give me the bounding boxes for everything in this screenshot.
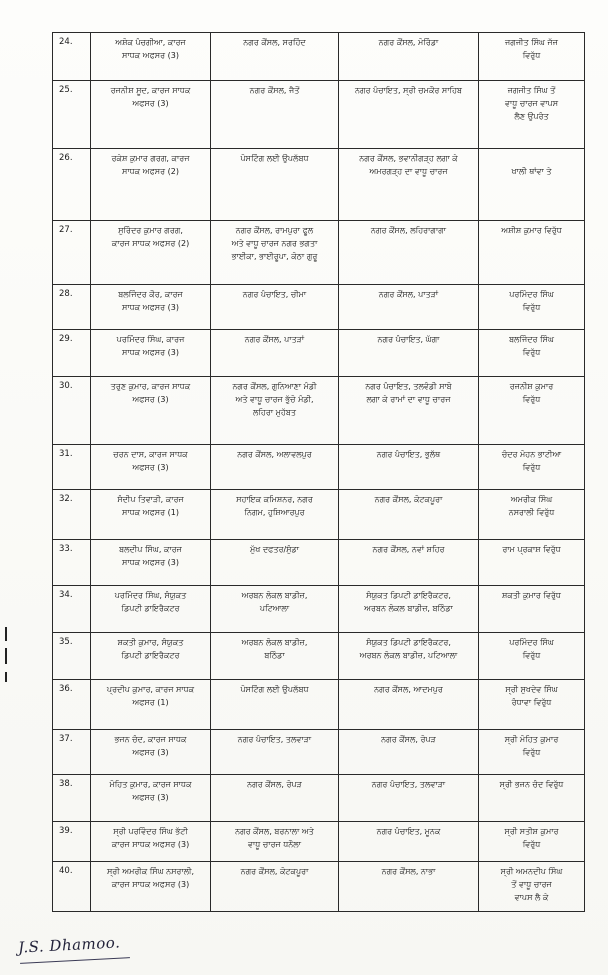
current-posting: ਨਗਰ ਕੌਂਸਲ, ਰਾਮਪੁਰਾ ਫੂਲ ਅਤੇ ਵਾਧੂ ਚਾਰਜ ਨਗਰ ਭਗਤਾ ਭਾਈਕਾ, ਭਾਈਰੂਪਾ, ਕੋਠਾ ਗੁਰੂ	[231, 226, 318, 261]
current-posting-cell	[211, 680, 339, 730]
new-posting: ਨਗਰ ਕੌਂਸਲ, ਪਾਤੜਾਂ	[378, 290, 439, 299]
signature-underline	[20, 957, 130, 964]
left-margin-mark	[5, 627, 7, 641]
table-row	[53, 445, 585, 490]
vice-cell	[479, 445, 585, 490]
new-posting-cell	[339, 540, 479, 586]
vice-cell	[479, 285, 585, 330]
serial-number-cell: 24.	[53, 33, 91, 81]
current-posting-cell	[211, 330, 339, 377]
vice-cell	[479, 730, 585, 775]
officer-name: ਪਰਮਿੰਦਰ ਸਿੰਘ, ਕਾਰਜ ਸਾਧਕ ਅਫਸਰ (3)	[116, 335, 185, 357]
current-posting: ਪੋਸਟਿੰਗ ਲਈ ਉਪਲੱਬਧ	[240, 685, 309, 694]
officer-name-cell	[91, 221, 211, 285]
table-row	[53, 730, 585, 775]
officer-name-cell	[91, 285, 211, 330]
serial-number-cell: 36.	[53, 680, 91, 730]
officer-name-cell	[91, 377, 211, 445]
new-posting: ਸੰਯੁਕਤ ਡਿਪਟੀ ਡਾਇਰੈਕਟਰ, ਅਰਬਨ ਲੋਕਲ ਬਾਡੀਜ਼, ਪਟਿਆਲਾ	[359, 638, 458, 660]
transfer-table-body	[53, 33, 585, 912]
vice-cell	[479, 775, 585, 822]
current-posting: ਨਗਰ ਕੌਂਸਲ, ਜੈਤੋਂ	[249, 86, 300, 95]
officer-name-cell	[91, 330, 211, 377]
current-posting-cell	[211, 540, 339, 586]
officer-name-cell	[91, 680, 211, 730]
officer-name-cell	[91, 775, 211, 822]
vice-text: ਸ੍ਰੀ ਸੁਖਦੇਵ ਸਿੰਘ ਰੰਧਾਵਾ ਵਿਰੁੱਧ	[505, 685, 558, 707]
serial-number-cell: 27.	[53, 221, 91, 285]
officer-name-cell	[91, 586, 211, 633]
table-row	[53, 775, 585, 822]
officer-name: ਮੋਹਿਤ ਕੁਮਾਰ, ਕਾਰਜ ਸਾਧਕ ਅਫਸਰ (3)	[109, 780, 192, 802]
officer-name-cell	[91, 445, 211, 490]
new-posting-cell	[339, 822, 479, 862]
officer-name-cell	[91, 81, 211, 149]
current-posting: ਨਗਰ ਕੌਂਸਲ, ਕੋਟਕਪੂਰਾ	[240, 867, 309, 876]
vice-cell	[479, 330, 585, 377]
vice-text: ਪਰਮਿੰਦਰ ਸਿੰਘ ਵਿਰੁੱਧ	[509, 290, 554, 312]
officer-name: ਸੁਰਿੰਦਰ ਕੁਮਾਰ ਗਰਗ, ਕਾਰਜ ਸਾਧਕ ਅਫਸਰ (2)	[111, 226, 190, 248]
officer-name: ਰਕੇਸ਼ ਕੁਮਾਰ ਗਰਗ, ਕਾਰਜ ਸਾਧਕ ਅਫਸਰ (2)	[111, 154, 190, 176]
left-margin-mark	[5, 672, 7, 682]
handwritten-signature: J.S. Dhamoo.	[17, 933, 121, 957]
vice-text: ਸ੍ਰੀ ਭਜਨ ਚੰਦ ਵਿਰੁੱਧ	[499, 780, 564, 789]
new-posting: ਨਗਰ ਕੌਂਸਲ, ਲਹਿਰਾਗਾਗਾ	[370, 226, 447, 235]
officer-name: ਪਰਮਿੰਦਰ ਸਿੰਘ, ਸੰਯੁਕਤ ਡਿਪਟੀ ਡਾਇਰੈਕਟਰ	[114, 591, 187, 613]
new-posting: ਨਗਰ ਪੰਚਾਇਤ, ਘੱਗਾ	[377, 335, 440, 344]
current-posting-cell	[211, 377, 339, 445]
current-posting-cell	[211, 862, 339, 912]
table-row	[53, 633, 585, 680]
vice-cell	[479, 149, 585, 221]
new-posting: ਨਗਰ ਪੰਚਾਇਤ, ਭੁਲੱਥ	[376, 450, 441, 459]
officer-name: ਰਜਨੀਸ਼ ਸੂਦ, ਕਾਰਜ ਸਾਧਕ ਅਫਸਰ (3)	[110, 86, 191, 108]
new-posting: ਨਗਰ ਕੌਂਸਲ, ਭਵਾਨੀਗੜ੍ਹ ਲਗਾ ਕੇ ਅਮਰਗੜ੍ਹ ਦਾ ਵਾਧੂ ਚਾਰਜ	[359, 154, 458, 176]
current-posting-cell	[211, 33, 339, 81]
table-row	[53, 330, 585, 377]
serial-number-cell: 39.	[53, 822, 91, 862]
new-posting: ਨਗਰ ਕੌਂਸਲ, ਨਵਾਂ ਸ਼ਹਿਰ	[372, 545, 445, 554]
current-posting: ਮੁੱਖ ਦਫਤਰ/ਸੁੰਡਾ	[250, 545, 299, 554]
current-posting: ਅਰਬਨ ਲੋਕਲ ਬਾਡੀਜ਼, ਪਟਿਆਲਾ	[241, 591, 308, 613]
current-posting: ਨਗਰ ਕੌਂਸਲ, ਬਰਨਾਲਾ ਅਤੇ ਵਾਧੂ ਚਾਰਜ ਧਨੌਲਾ	[235, 827, 314, 849]
new-posting-cell	[339, 586, 479, 633]
current-posting-cell	[211, 490, 339, 540]
vice-cell	[479, 586, 585, 633]
current-posting-cell	[211, 633, 339, 680]
officer-name: ਚਰਨ ਦਾਸ, ਕਾਰਜ ਸਾਧਕ ਅਫਸਰ (3)	[113, 450, 188, 472]
vice-text: ਸ੍ਰੀ ਸਤੀਸ਼ ਕੁਮਾਰ ਵਿਰੁੱਧ	[504, 827, 559, 849]
left-margin-mark	[5, 648, 7, 664]
new-posting: ਨਗਰ ਕੌਂਸਲ, ਆਦਮਪੁਰ	[374, 685, 443, 694]
officer-name-cell	[91, 149, 211, 221]
current-posting-cell	[211, 775, 339, 822]
vice-cell	[479, 81, 585, 149]
current-posting: ਪੋਸਟਿੰਗ ਲਈ ਉਪਲੱਬਧ	[240, 154, 309, 163]
new-posting: ਨਗਰ ਪੰਚਾਇਤ, ਮੂਨਕ	[376, 827, 441, 836]
serial-number-cell: 40.	[53, 862, 91, 912]
vice-cell	[479, 680, 585, 730]
officer-name: ਅਸ਼ੋਕ ਪੰਚਗੀਆ, ਕਾਰਜ ਸਾਧਕ ਅਫਸਰ (3)	[115, 38, 186, 60]
table-row	[53, 81, 585, 149]
new-posting-cell	[339, 33, 479, 81]
table-row	[53, 586, 585, 633]
table-row	[53, 490, 585, 540]
vice-text: ਸ੍ਰੀ ਅਮਨਦੀਪ ਸਿੰਘ ਤੋਂ ਵਾਧੂ ਚਾਰਜ ਵਾਪਸ ਲੈ ਕੇ	[500, 867, 563, 902]
officer-name-cell	[91, 633, 211, 680]
table-row	[53, 822, 585, 862]
serial-number-cell: 34.	[53, 586, 91, 633]
vice-cell	[479, 862, 585, 912]
officer-name-cell	[91, 490, 211, 540]
new-posting: ਨਗਰ ਪੰਚਾਇਤ, ਸ੍ਰੀ ਚਮਕੌਰ ਸਾਹਿਬ	[354, 86, 463, 95]
current-posting: ਨਗਰ ਕੌਂਸਲ, ਗੁਨਿਆਣਾ ਮੰਡੀ ਅਤੇ ਵਾਧੂ ਚਾਰਜ ਭੁੱਚੋ ਮੰਡੀ, ਲਹਿਰਾ ਮੁਹੱਬਤ	[232, 382, 317, 417]
officer-name-cell	[91, 822, 211, 862]
table-row	[53, 540, 585, 586]
table-row	[53, 221, 585, 285]
vice-cell	[479, 633, 585, 680]
officer-name-cell	[91, 730, 211, 775]
vice-text: ਰਜਨੀਸ਼ ਕੁਮਾਰ ਵਿਰੁੱਧ	[509, 382, 554, 404]
serial-number-cell: 25.	[53, 81, 91, 149]
new-posting-cell	[339, 775, 479, 822]
table-row	[53, 862, 585, 912]
vice-text: ਚੰਦਰ ਮੋਹਨ ਭਾਟੀਆ ਵਿਰੁੱਧ	[501, 450, 562, 472]
current-posting-cell	[211, 445, 339, 490]
officer-name: ਬਲਜਿੰਦਰ ਕੌਰ, ਕਾਰਜ ਸਾਧਕ ਅਫਸਰ (3)	[118, 290, 183, 312]
current-posting: ਨਗਰ ਕੌਂਸਲ, ਅਲਾਵਲਪੁਰ	[237, 450, 312, 459]
transfer-table	[52, 32, 585, 912]
serial-number-cell: 38.	[53, 775, 91, 822]
current-posting: ਨਗਰ ਕੌਂਸਲ, ਪਾਤੜਾਂ	[244, 335, 305, 344]
serial-number-cell: 37.	[53, 730, 91, 775]
vice-text: ਅਮਰੀਕ ਸਿੰਘ ਨਸਰਾਲੀ ਵਿਰੁੱਧ	[508, 495, 555, 517]
new-posting: ਨਗਰ ਕੌਂਸਲ, ਕੋਟਕਪੂਰਾ	[374, 495, 443, 504]
vice-cell	[479, 221, 585, 285]
serial-number-cell: 26.	[53, 149, 91, 221]
officer-name: ਸ੍ਰੀ ਅਮਰੀਕ ਸਿੰਘ ਨਸਰਾਲੀ, ਕਾਰਜ ਸਾਧਕ ਅਫਸਰ (3)	[106, 867, 195, 889]
officer-name: ਪ੍ਰਦੀਪ ਕੁਮਾਰ, ਕਾਰਜ ਸਾਧਕ ਅਫਸਰ (1)	[106, 685, 195, 707]
new-posting-cell	[339, 149, 479, 221]
serial-number-cell: 31.	[53, 445, 91, 490]
officer-name: ਸੰਦੀਪ ਤਿਵਾੜੀ, ਕਾਰਜ ਸਾਧਕ ਅਫਸਰ (1)	[117, 495, 184, 517]
vice-text: ਜਗਜੀਤ ਸਿੰਘ ਜੱਜ ਵਿਰੁੱਧ	[505, 38, 558, 60]
vice-cell	[479, 822, 585, 862]
vice-cell	[479, 377, 585, 445]
vice-cell	[479, 540, 585, 586]
officer-name-cell	[91, 33, 211, 81]
vice-text: ਰਾਮ ਪ੍ਰਕਾਸ਼ ਵਿਰੁੱਧ	[502, 545, 561, 554]
vice-text: ਅਸ਼ੀਸ਼ ਕੁਮਾਰ ਵਿਰੁੱਧ	[501, 226, 562, 235]
table-row	[53, 377, 585, 445]
table-row	[53, 33, 585, 81]
current-posting-cell	[211, 822, 339, 862]
vice-text: ਜਗਜੀਤ ਸਿੰਘ ਤੋਂ ਵਾਧੂ ਚਾਰਜ ਵਾਪਸ ਲੈਣ ਉਪਰੰਤ	[504, 86, 559, 121]
table-row	[53, 285, 585, 330]
vice-text: ਪਰਮਿੰਦਰ ਸਿੰਘ ਵਿਰੁੱਧ	[509, 638, 554, 660]
current-posting-cell	[211, 730, 339, 775]
current-posting: ਨਗਰ ਪੰਚਾਇਤ, ਚੀਮਾ	[242, 290, 307, 299]
vice-cell	[479, 33, 585, 81]
current-posting-cell	[211, 586, 339, 633]
vice-text: ਸ੍ਰੀ ਮੋਹਿਤ ਕੁਮਾਰ ਵਿਰੁੱਧ	[504, 735, 559, 757]
officer-name: ਬਲਦੀਪ ਸਿੰਘ, ਕਾਰਜ ਸਾਧਕ ਅਫਸਰ (3)	[119, 545, 182, 567]
new-posting: ਨਗਰ ਕੌਂਸਲ, ਰੋਪੜ	[381, 735, 436, 744]
new-posting-cell	[339, 377, 479, 445]
officer-name: ਸ਼ਕਤੀ ਕੁਮਾਰ, ਸੰਯੁਕਤ ਡਿਪਟੀ ਡਾਇਰੈਕਟਰ	[117, 638, 184, 660]
officer-name: ਭਜਨ ਚੰਦ, ਕਾਰਜ ਸਾਧਕ ਅਫਸਰ (3)	[114, 735, 187, 757]
new-posting-cell	[339, 490, 479, 540]
officer-name: ਤਰੁਣ ਕੁਮਾਰ, ਕਾਰਜ ਸਾਧਕ ਅਫਸਰ (3)	[110, 382, 191, 404]
new-posting: ਨਗਰ ਕੌਂਸਲ, ਮੋਰਿੰਡਾ	[378, 38, 439, 47]
vice-cell	[479, 490, 585, 540]
new-posting-cell	[339, 730, 479, 775]
new-posting-cell	[339, 862, 479, 912]
new-posting-cell	[339, 81, 479, 149]
serial-number-cell: 28.	[53, 285, 91, 330]
current-posting-cell	[211, 81, 339, 149]
current-posting-cell	[211, 221, 339, 285]
current-posting: ਨਗਰ ਕੌਂਸਲ, ਰੋਪੜ	[247, 780, 302, 789]
vice-text: ਖਾਲੀ ਥਾਂਵਾ ਤੇ	[511, 167, 552, 176]
new-posting-cell	[339, 680, 479, 730]
serial-number-cell: 33.	[53, 540, 91, 586]
serial-number-cell: 35.	[53, 633, 91, 680]
current-posting: ਨਗਰ ਕੌਂਸਲ, ਸਰਹਿੰਦ	[243, 38, 306, 47]
new-posting: ਸੰਯੁਕਤ ਡਿਪਟੀ ਡਾਇਰੈਕਟਰ, ਅਰਬਨ ਲੋਕਲ ਬਾਡੀਜ਼, ਬਠਿੰਡਾ	[364, 591, 453, 613]
new-posting: ਨਗਰ ਪੰਚਾਇਤ, ਤਲਵਾੜਾ	[371, 780, 446, 789]
officer-name: ਸ੍ਰੀ ਪਰਵਿੰਦਰ ਸਿੰਘ ਭੱਟੀ ਕਾਰਜ ਸਾਧਕ ਅਫਸਰ (3)	[111, 827, 190, 849]
serial-number-cell: 30.	[53, 377, 91, 445]
new-posting: ਨਗਰ ਪੰਚਾਇਤ, ਤਲਵੰਡੀ ਸਾਬੋ ਲਗਾ ਕੇ ਰਾਮਾਂ ਦਾ ਵਾਧੂ ਚਾਰਜ	[365, 382, 452, 404]
serial-number-cell: 32.	[53, 490, 91, 540]
new-posting-cell	[339, 221, 479, 285]
officer-name-cell	[91, 540, 211, 586]
current-posting: ਸਹਾਇਕ ਕਮਿਸ਼ਨਰ, ਨਗਰ ਨਿਗਮ, ਹੁਸ਼ਿਆਰਪੁਰ	[236, 495, 313, 517]
current-posting: ਅਰਬਨ ਲੋਕਲ ਬਾਡੀਜ਼, ਬਠਿੰਡਾ	[241, 638, 308, 660]
serial-number-cell: 29.	[53, 330, 91, 377]
table-row	[53, 149, 585, 221]
new-posting-cell	[339, 633, 479, 680]
officer-name-cell	[91, 862, 211, 912]
current-posting: ਨਗਰ ਪੰਚਾਇਤ, ਤਲਵਾੜਾ	[237, 735, 312, 744]
current-posting-cell	[211, 285, 339, 330]
new-posting-cell	[339, 330, 479, 377]
new-posting-cell	[339, 285, 479, 330]
vice-text: ਸ਼ਕਤੀ ਕੁਮਾਰ ਵਿਰੁੱਧ	[502, 591, 561, 600]
current-posting-cell	[211, 149, 339, 221]
new-posting: ਨਗਰ ਕੌਂਸਲ, ਨਾਭਾ	[381, 867, 436, 876]
new-posting-cell	[339, 445, 479, 490]
vice-text: ਬਲਜਿੰਦਰ ਸਿੰਘ ਵਿਰੁੱਧ	[509, 335, 554, 357]
table-row	[53, 680, 585, 730]
